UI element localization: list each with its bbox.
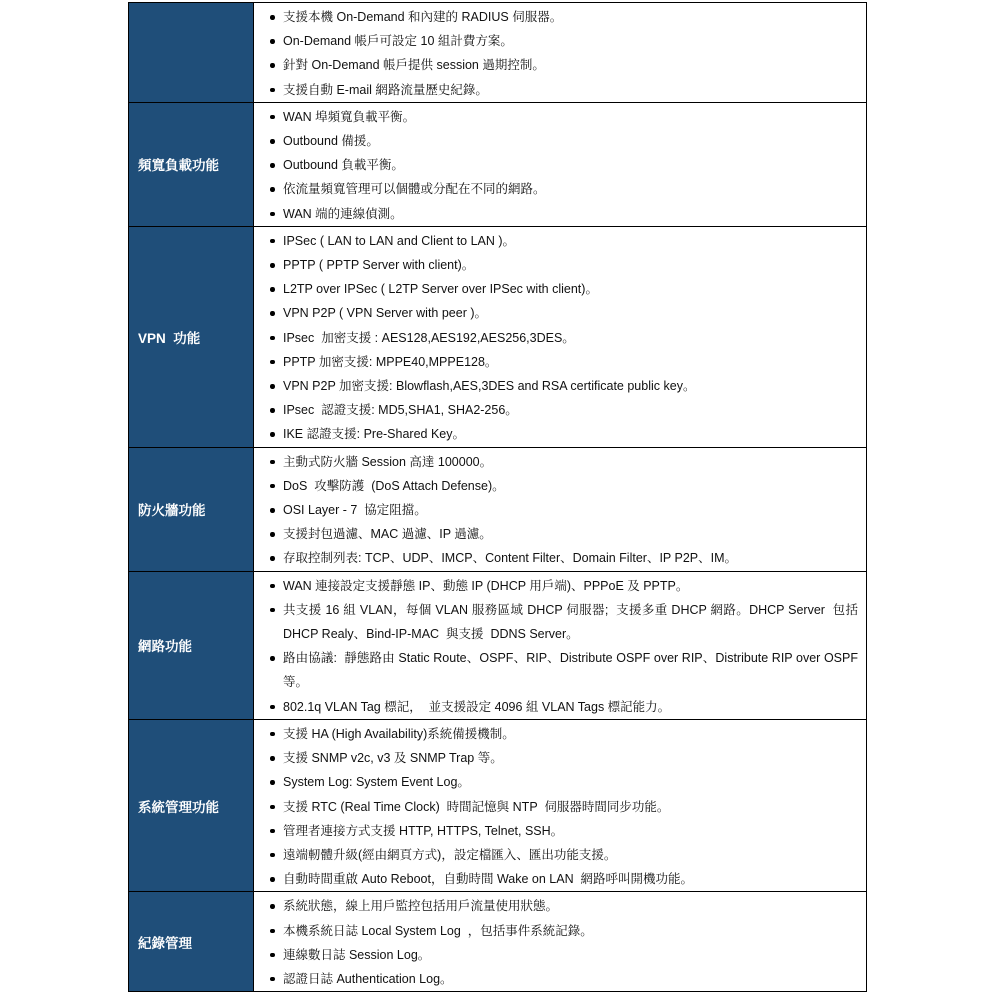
bullet-icon [270, 239, 275, 244]
bullet-icon [270, 139, 275, 144]
bullet-icon [270, 408, 275, 413]
feature-item [254, 795, 858, 819]
spec-row-system-management [129, 719, 867, 891]
feature-list [254, 892, 866, 991]
feature-text: IPSec ( LAN to LAN and Client to LAN )。 [283, 233, 516, 248]
bullet-icon [270, 556, 275, 561]
feature-text: 802.1q VLAN Tag 標記， 並支援設定 4096 組 VLAN Tags 標記能力。 [283, 699, 671, 714]
bullet-icon [270, 163, 275, 168]
bullet-icon [270, 732, 275, 737]
feature-text: 自動時間重啟 Auto Reboot，自動時間 Wake on LAN 網路呼叫開機功能。 [283, 872, 694, 887]
feature-item [254, 967, 858, 991]
feature-list-cell [254, 447, 867, 571]
bullet-icon [270, 384, 275, 389]
bullet-icon [270, 608, 275, 613]
feature-text: Outbound 負載平衡。 [283, 158, 404, 173]
bullet-icon [270, 532, 275, 537]
feature-item [254, 153, 858, 177]
bullet-icon [270, 484, 275, 489]
feature-text: 依流量頻寬管理可以個體或分配在不同的網路。 [283, 182, 546, 197]
bullet-icon [270, 187, 275, 192]
spec-row-firewall [129, 447, 867, 571]
feature-item [254, 350, 858, 374]
section-label: 頻寬負載功能 [138, 158, 219, 174]
feature-item [254, 843, 858, 867]
feature-item [254, 646, 862, 694]
feature-text: 共支援 16 組 VLAN，每個 VLAN 服務區域 DHCP 伺服器; 支援多重 DHCP 網路。DHCP Server 包括 DHCP Realy、Bind-IP-MAC 與支援 DDNS Server。 [283, 602, 865, 642]
feature-list-cell [254, 719, 867, 891]
feature-list [254, 720, 866, 891]
feature-text: 本機系統日誌 Local System Log ，包括事件系統記錄。 [283, 923, 593, 938]
feature-item [254, 546, 858, 570]
bullet-icon [270, 829, 275, 834]
feature-item [254, 919, 858, 943]
spec-row-radius [129, 3, 867, 103]
bullet-icon [270, 977, 275, 982]
bullet-icon [270, 705, 275, 710]
bullet-icon [270, 656, 275, 661]
feature-list-cell [254, 571, 867, 719]
feature-text: 遠端軔體升級(經由網頁方式)，設定檔匯入、匯出功能支援。 [283, 847, 617, 862]
bullet-icon [270, 853, 275, 858]
feature-text: 支援本機 On-Demand 和內建的 RADIUS 伺服器。 [283, 10, 563, 24]
feature-text: 路由協議: 靜態路由 Static Route、OSPF、RIP、Distribute OSPF over RIP、Distribute RIP over OSPF 等。 [283, 651, 862, 690]
bullet-icon [270, 263, 275, 268]
feature-text: 支援 HA (High Availability)系統備援機制。 [283, 726, 515, 741]
spec-row-bandwidth [129, 102, 867, 226]
bullet-icon [270, 877, 275, 882]
bullet-icon [270, 805, 275, 810]
spec-table [128, 2, 867, 992]
section-label-cell [129, 571, 254, 719]
feature-item [254, 374, 858, 398]
feature-item [254, 202, 858, 226]
bullet-icon [270, 336, 275, 341]
feature-text: OSI Layer - 7 協定阻擋。 [283, 503, 427, 518]
feature-text: VPN P2P ( VPN Server with peer )。 [283, 306, 488, 321]
bullet-icon [270, 584, 275, 589]
bullet-icon [270, 39, 275, 44]
feature-item [254, 522, 858, 546]
feature-list [254, 3, 866, 102]
feature-text: 存取控制列表: TCP、UDP、IMCP、Content Filter、Domain Filter、IP P2P、IM。 [283, 551, 738, 566]
feature-item [254, 746, 858, 770]
feature-list-cell [254, 892, 867, 992]
feature-text: 支援 RTC (Real Time Clock) 時間記憶與 NTP 伺服器時間同步功能。 [283, 799, 670, 814]
feature-item [254, 5, 858, 29]
bullet-icon [270, 953, 275, 958]
feature-item [254, 770, 858, 794]
feature-text: WAN 連接設定支援靜態 IP、動態 IP (DHCP 用戶端)、PPPoE 及 PPTP。 [283, 578, 689, 593]
feature-item [254, 53, 858, 77]
bullet-icon [270, 756, 275, 761]
feature-text: 支援封包過濾、MAC 過濾、IP 過濾。 [283, 527, 492, 542]
feature-item [254, 129, 858, 153]
feature-text: L2TP over IPSec ( L2TP Server over IPSec with client)。 [283, 282, 598, 297]
bullet-icon [270, 115, 275, 120]
bullet-icon [270, 311, 275, 316]
bullet-icon [270, 460, 275, 465]
feature-item [254, 277, 858, 301]
feature-text: WAN 端的連線偵測。 [283, 206, 403, 221]
feature-item [254, 78, 858, 102]
feature-text: IPsec 加密支援 : AES128,AES192,AES256,3DES。 [283, 330, 575, 345]
section-label: 防火牆功能 [138, 503, 206, 519]
feature-item [254, 253, 858, 277]
feature-text: 認證日誌 Authentication Log。 [283, 971, 453, 986]
spec-row-logging [129, 892, 867, 992]
bullet-icon [270, 287, 275, 292]
feature-item [254, 867, 858, 891]
feature-text: 針對 On-Demand 帳戶提供 session 過期控制。 [283, 58, 545, 73]
section-label: 網路功能 [138, 639, 192, 655]
spec-row-vpn [129, 226, 867, 447]
section-label-cell [129, 892, 254, 992]
feature-text: IPsec 認證支援: MD5,SHA1, SHA2-256。 [283, 403, 518, 418]
feature-text: System Log: System Event Log。 [283, 775, 470, 790]
bullet-icon [270, 212, 275, 217]
feature-list [254, 448, 866, 571]
section-label: 系統管理功能 [138, 799, 219, 815]
feature-text: 支援自動 E-mail 網路流量歷史紀錄。 [283, 82, 488, 97]
feature-item [254, 229, 858, 253]
section-label-cell [129, 447, 254, 571]
bullet-icon [270, 929, 275, 934]
bullet-icon [270, 508, 275, 513]
feature-text: WAN 埠頻寬負載平衡。 [283, 109, 416, 124]
feature-text: 主動式防火牆 Session 高達 100000。 [283, 454, 493, 469]
feature-item [254, 450, 858, 474]
feature-item [254, 398, 858, 422]
feature-item [254, 301, 858, 325]
feature-list [254, 572, 866, 719]
feature-text: 管理者連接方式支援 HTTP, HTTPS, Telnet, SSH。 [283, 823, 564, 838]
bullet-icon [270, 15, 275, 20]
feature-list-cell [254, 226, 867, 447]
feature-list [254, 103, 866, 226]
feature-text: IKE 認證支援: Pre-Shared Key。 [283, 427, 466, 442]
feature-text: 系統狀態，線上用戶監控包括用戶流量使用狀態。 [283, 899, 559, 914]
feature-text: 支援 SNMP v2c, v3 及 SNMP Trap 等。 [283, 751, 503, 766]
feature-text: On-Demand 帳戶可設定 10 組計費方案。 [283, 34, 513, 49]
feature-list-cell [254, 3, 867, 103]
feature-item [254, 894, 858, 918]
feature-item [254, 177, 858, 201]
section-label-cell [129, 102, 254, 226]
feature-item [254, 598, 865, 646]
bullet-icon [270, 360, 275, 365]
feature-text: Outbound 備援。 [283, 134, 379, 149]
feature-text: DoS 攻擊防護 (DoS Attach Defense)。 [283, 478, 505, 493]
feature-text: PPTP ( PPTP Server with client)。 [283, 258, 475, 273]
section-label: 紀錄管理 [138, 935, 192, 951]
section-label: VPN 功能 [138, 330, 201, 346]
section-label-cell [129, 226, 254, 447]
feature-item [254, 422, 858, 446]
feature-item [254, 105, 858, 129]
feature-list-cell [254, 102, 867, 226]
section-label-cell [129, 719, 254, 891]
feature-text: PPTP 加密支援: MPPE40,MPPE128。 [283, 354, 498, 369]
feature-item [254, 722, 858, 746]
bullet-icon [270, 88, 275, 93]
spec-row-network [129, 571, 867, 719]
feature-item [254, 695, 858, 719]
feature-item [254, 943, 858, 967]
feature-text: VPN P2P 加密支援: Blowflash,AES,3DES and RSA certificate public key。 [283, 379, 696, 394]
section-label-cell [129, 3, 254, 103]
bullet-icon [270, 63, 275, 68]
feature-item [254, 819, 858, 843]
feature-item [254, 574, 858, 598]
feature-item [254, 326, 858, 350]
feature-item [254, 29, 858, 53]
bullet-icon [270, 904, 275, 909]
bullet-icon [270, 432, 275, 437]
feature-item [254, 474, 858, 498]
feature-item [254, 498, 858, 522]
feature-list [254, 227, 866, 447]
bullet-icon [270, 780, 275, 785]
feature-text: 連線數日誌 Session Log。 [283, 947, 431, 962]
